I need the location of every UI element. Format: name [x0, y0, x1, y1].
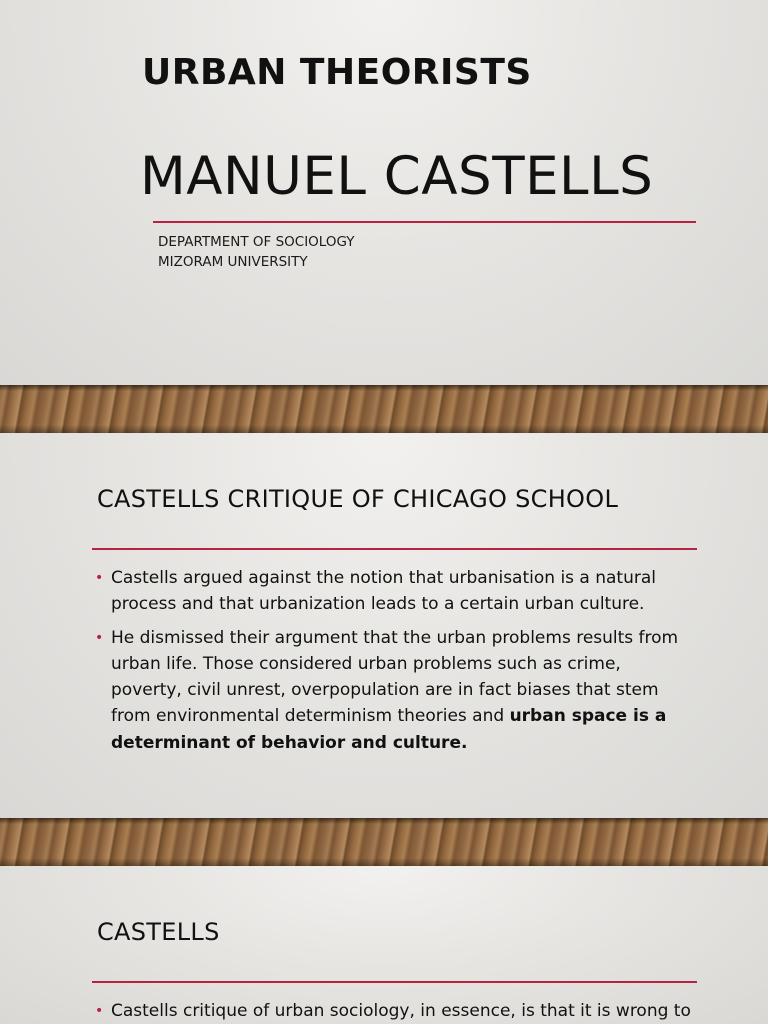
title-divider: [153, 221, 696, 223]
slide-title: MANUEL CASTELLS: [140, 146, 654, 207]
heading-divider: [92, 548, 697, 550]
content-slide: [0, 866, 768, 1024]
title-slide: [0, 0, 768, 385]
slide-header: URBAN THEORISTS: [142, 52, 532, 93]
slide-subtitle: [158, 232, 355, 272]
bullet-text: He dismissed their argument that the urban problems results from urban life. Those considered urban problems such as crime, poverty, civil unrest, overpopulation are in fact biases that stem from environmental determinism theories and: [111, 627, 679, 727]
bullet-bold-text: urban space is a determinant of behavior and culture.: [111, 706, 667, 753]
slide-heading: CASTELLS CRITIQUE OF CHICAGO SCHOOL: [97, 485, 619, 513]
bullet-item: [95, 998, 695, 1024]
slide-heading: CASTELLS: [97, 918, 220, 946]
subtitle-line: DEPARTMENT OF SOCIOLOGY: [158, 234, 355, 250]
content-slide: [0, 433, 768, 818]
wood-floor-divider: [0, 818, 768, 866]
bullet-icon: •: [95, 629, 104, 646]
bullet-text: Castells critique of urban sociology, in essence, is that it is wrong to: [111, 1001, 691, 1021]
bullet-item: [95, 565, 695, 618]
heading-divider: [92, 981, 697, 983]
bullet-text: Castells argued against the notion that urbanisation is a natural process and that urbanization leads to a certain urban culture.: [111, 568, 657, 615]
bullet-item: [95, 625, 695, 756]
bullet-list: [95, 565, 695, 763]
bullet-icon: •: [95, 570, 104, 586]
subtitle-line: MIZORAM UNIVERSITY: [158, 254, 308, 270]
bullet-icon: •: [95, 1003, 104, 1019]
bullet-list: [95, 998, 695, 1024]
wood-floor-divider: [0, 385, 768, 433]
